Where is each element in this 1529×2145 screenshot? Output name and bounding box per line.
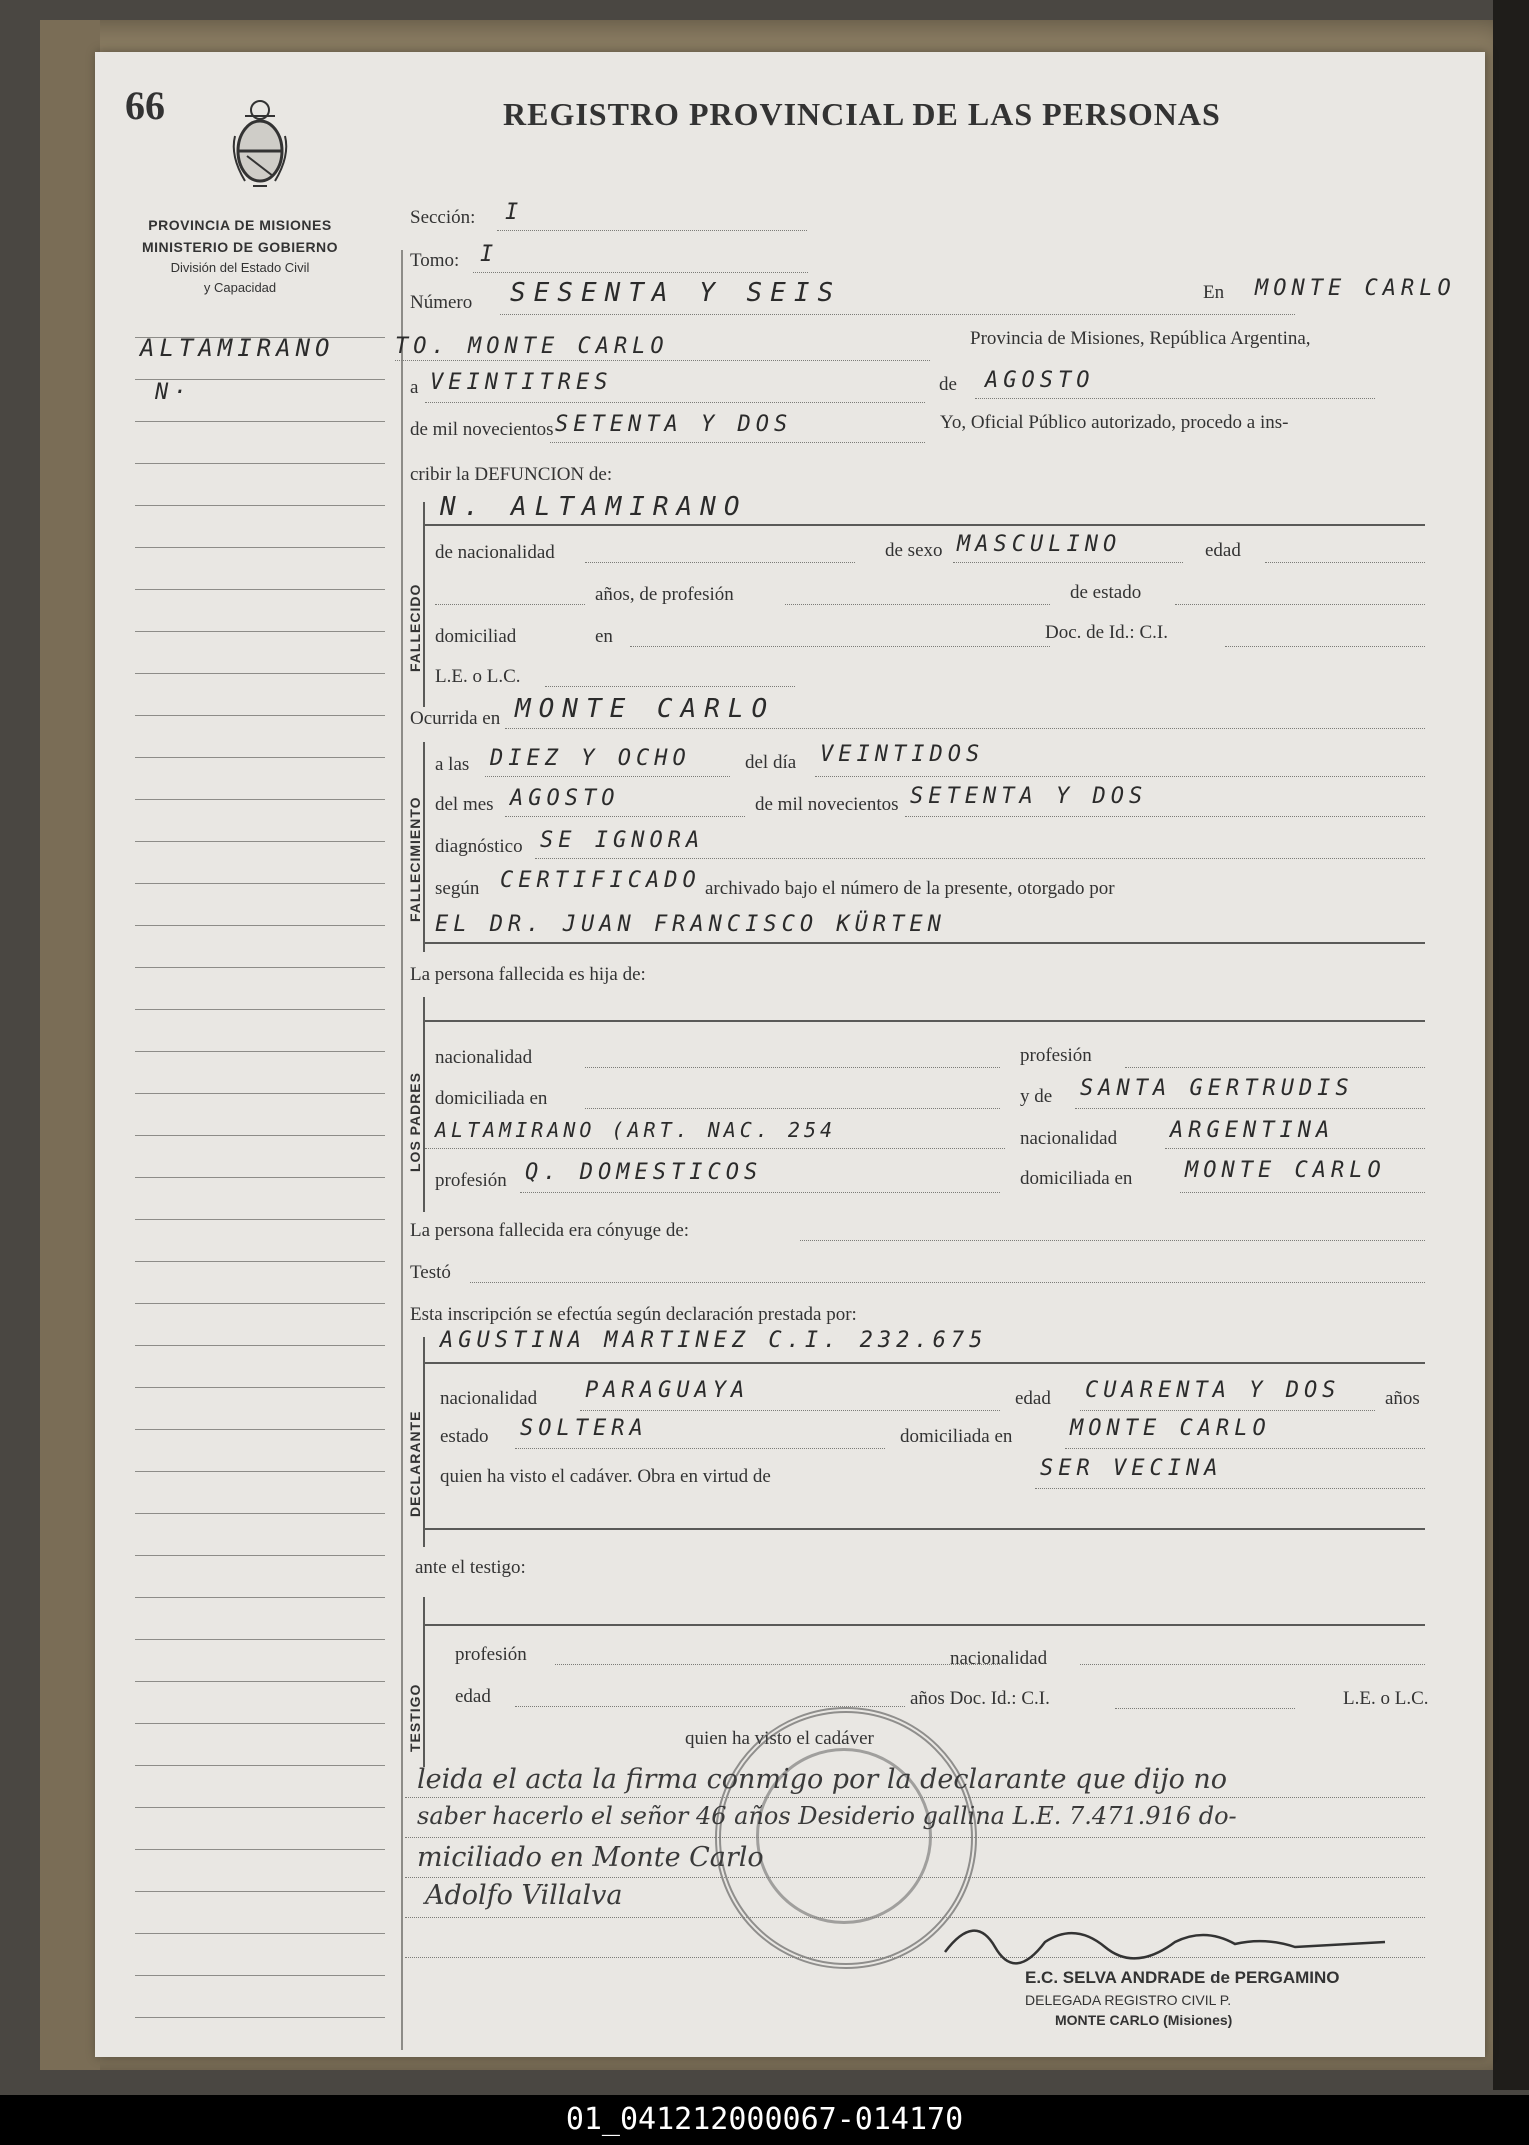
declarante-domicilio-value: MONTE CARLO [1070, 1416, 1271, 1441]
edad-label: edad [1205, 540, 1241, 561]
estado-label: de estado [1070, 582, 1142, 603]
seccion-label: Sección: [410, 207, 476, 228]
hija-de-label: La persona fallecida es hija de: [410, 964, 646, 985]
register-page [95, 52, 1485, 2057]
numero-value: SESENTA Y SEIS [510, 278, 842, 308]
diagnostico-value: SE IGNORA [540, 828, 705, 853]
declarante-nacionalidad-value: PARAGUAYA [585, 1378, 750, 1403]
declarante-edad-value: CUARENTA Y DOS [1085, 1378, 1341, 1403]
madre-profesion-label: profesión [435, 1170, 507, 1191]
coat-of-arms-icon [225, 96, 295, 196]
testo-label: Testó [410, 1262, 451, 1283]
org-ministry: MINISTERIO DE GOBIERNO [141, 239, 339, 255]
mes-value: AGOSTO [985, 368, 1095, 393]
anio-value: SETENTA Y DOS [555, 412, 793, 437]
section-label-fallecimiento: FALLECIMIENTO [407, 796, 423, 922]
padre-profesion-label: profesión [1020, 1045, 1092, 1066]
handwritten-note-line2: saber hacerlo el señor 46 años Desiderio gallina L.E. 7.471.916 do- [417, 1802, 1237, 1830]
ante-testigo-label: ante el testigo: [415, 1557, 526, 1578]
del-mes-label: del mes [435, 794, 494, 815]
book-spine [40, 20, 100, 2070]
madre-profesion-value: Q. DOMESTICOS [525, 1160, 763, 1185]
section-label-padres: LOS PADRES [407, 1072, 423, 1172]
madre-domicilio-value: MONTE CARLO [1185, 1158, 1386, 1183]
madre-domicilio-label: domiciliada en [1020, 1168, 1133, 1189]
segun-label: según [435, 878, 480, 899]
tomo-value: I [480, 242, 499, 267]
dia-value: VEINTITRES [430, 370, 613, 395]
de-mil2-label: de mil novecientos [755, 794, 899, 815]
seccion-value: I [505, 200, 524, 225]
anios-profesion-label: años, de profesión [595, 584, 734, 605]
del-dia-label: del día [745, 752, 797, 773]
a-las-label: a las [435, 754, 470, 775]
cribir-label: cribir la DEFUNCION de: [410, 464, 613, 485]
en-value: MONTE CARLO [1255, 276, 1456, 301]
signatory-name: E.C. SELVA ANDRADE de PERGAMINO [1025, 1968, 1340, 1987]
testigo-le-lc-label: L.E. o L.C. [1343, 1688, 1429, 1709]
segun-value: CERTIFICADO [500, 868, 701, 893]
handwritten-note-line1: leida el acta la firma conmigo por la declarante que dijo no [417, 1764, 1228, 1795]
org-province: PROVINCIA DE MISIONES [148, 217, 332, 233]
declarante-estado-label: estado [440, 1426, 489, 1447]
diagnostico-label: diagnóstico [435, 836, 523, 857]
madre-nacionalidad-label: nacionalidad [1020, 1128, 1118, 1149]
visto-label: quien ha visto el cadáver. Obra en virtud de [440, 1466, 771, 1487]
domiciliado-label: domiciliad [435, 626, 517, 647]
signature-icon [935, 1902, 1395, 1972]
declarante-estado-value: SOLTERA [520, 1416, 648, 1441]
dia2-value: VEINTIDOS [820, 742, 985, 767]
ocurrida-value: MONTE CARLO [515, 694, 776, 724]
document-title: REGISTRO PROVINCIAL DE LAS PERSONAS [503, 96, 1221, 132]
medico-value: EL DR. JUAN FRANCISCO KÜRTEN [435, 912, 946, 937]
declarante-nacionalidad-label: nacionalidad [440, 1388, 538, 1409]
le-lc-label: L.E. o L.C. [435, 666, 521, 687]
signatory-location: MONTE CARLO (Misiones) [1055, 2012, 1233, 2028]
provincia-label: Provincia de Misiones, República Argentina, [970, 328, 1311, 349]
testigo-edad-label: edad [455, 1686, 491, 1707]
declarante-domicilio-label: domiciliada en [900, 1426, 1013, 1447]
nacionalidad-label: de nacionalidad [435, 542, 555, 563]
testigo-doc-label: años Doc. Id.: C.I. [910, 1688, 1050, 1709]
hora-value: DIEZ Y OCHO [490, 746, 691, 771]
section-label-declarante: DECLARANTE [407, 1410, 423, 1517]
y-de-label: y de [1020, 1086, 1053, 1107]
lugar-value: TO. MONTE CARLO [395, 334, 669, 359]
madre-nacionalidad-value: ARGENTINA [1170, 1118, 1335, 1143]
handwritten-note-line4: Adolfo Villalva [425, 1880, 623, 1911]
anio2-value: SETENTA Y DOS [910, 784, 1148, 809]
doc-id-label: Doc. de Id.: C.I. [1045, 622, 1168, 643]
padre-domicilio-label: domiciliada en [435, 1088, 548, 1109]
nombre-value: N. ALTAMIRANO [440, 492, 748, 522]
org-division: División del Estado Civil [170, 260, 310, 275]
image-id-caption: 01_041212000067-014170 [0, 2095, 1529, 2145]
numero-label: Número [410, 292, 473, 313]
archivado-label: archivado bajo el número de la presente, otorgado por [705, 878, 1115, 899]
inscripcion-label: Esta inscripción se efectúa según declaración prestada por: [410, 1304, 857, 1325]
en-label-2: en [595, 626, 613, 647]
mes2-value: AGOSTO [510, 786, 620, 811]
declarante-obra-value: SER VECINA [1040, 1456, 1223, 1481]
section-label-testigo: TESTIGO [407, 1683, 423, 1752]
handwritten-note-line3: miciliado en Monte Carlo [417, 1842, 764, 1873]
death-record-form [95, 52, 1485, 2057]
issuing-organization [125, 214, 355, 298]
padre-nacionalidad-label: nacionalidad [435, 1047, 533, 1068]
ocurrida-label: Ocurrida en [410, 708, 501, 729]
page-number: 66 [125, 83, 165, 128]
a-label: a [410, 377, 419, 398]
declarante-value: AGUSTINA MARTINEZ C.I. 232.675 [440, 1328, 988, 1353]
madre-apellido-value: ALTAMIRANO (ART. NAC. 254 [435, 1118, 837, 1142]
tomo-label: Tomo: [410, 250, 460, 271]
de-label: de [939, 374, 957, 395]
declarante-edad-label: edad [1015, 1388, 1051, 1409]
en-label: En [1203, 282, 1225, 303]
sexo-value: MASCULINO [957, 532, 1122, 557]
section-label-fallecido: FALLECIDO [407, 583, 423, 672]
signatory-office: DELEGADA REGISTRO CIVIL P. [1025, 1992, 1232, 2008]
testigo-visto-label: quien ha visto el cadáver [685, 1728, 874, 1749]
background-strip [1493, 0, 1529, 2090]
conyuge-label: La persona fallecida era cónyuge de: [410, 1220, 690, 1241]
declarante-anios-label: años [1385, 1388, 1420, 1409]
testigo-nacionalidad-label: nacionalidad [950, 1648, 1048, 1669]
org-division-sub: y Capacidad [203, 280, 277, 295]
testigo-profesion-label: profesión [455, 1644, 527, 1665]
de-mil-label: de mil novecientos [410, 419, 554, 440]
margin-given-name: N· [155, 380, 192, 405]
sexo-label: de sexo [885, 540, 943, 561]
margin-surname: ALTAMIRANO [140, 334, 335, 362]
madre-value: SANTA GERTRUDIS [1080, 1076, 1354, 1101]
oficial-label: Yo, Oficial Público autorizado, procedo a ins- [940, 412, 1289, 433]
